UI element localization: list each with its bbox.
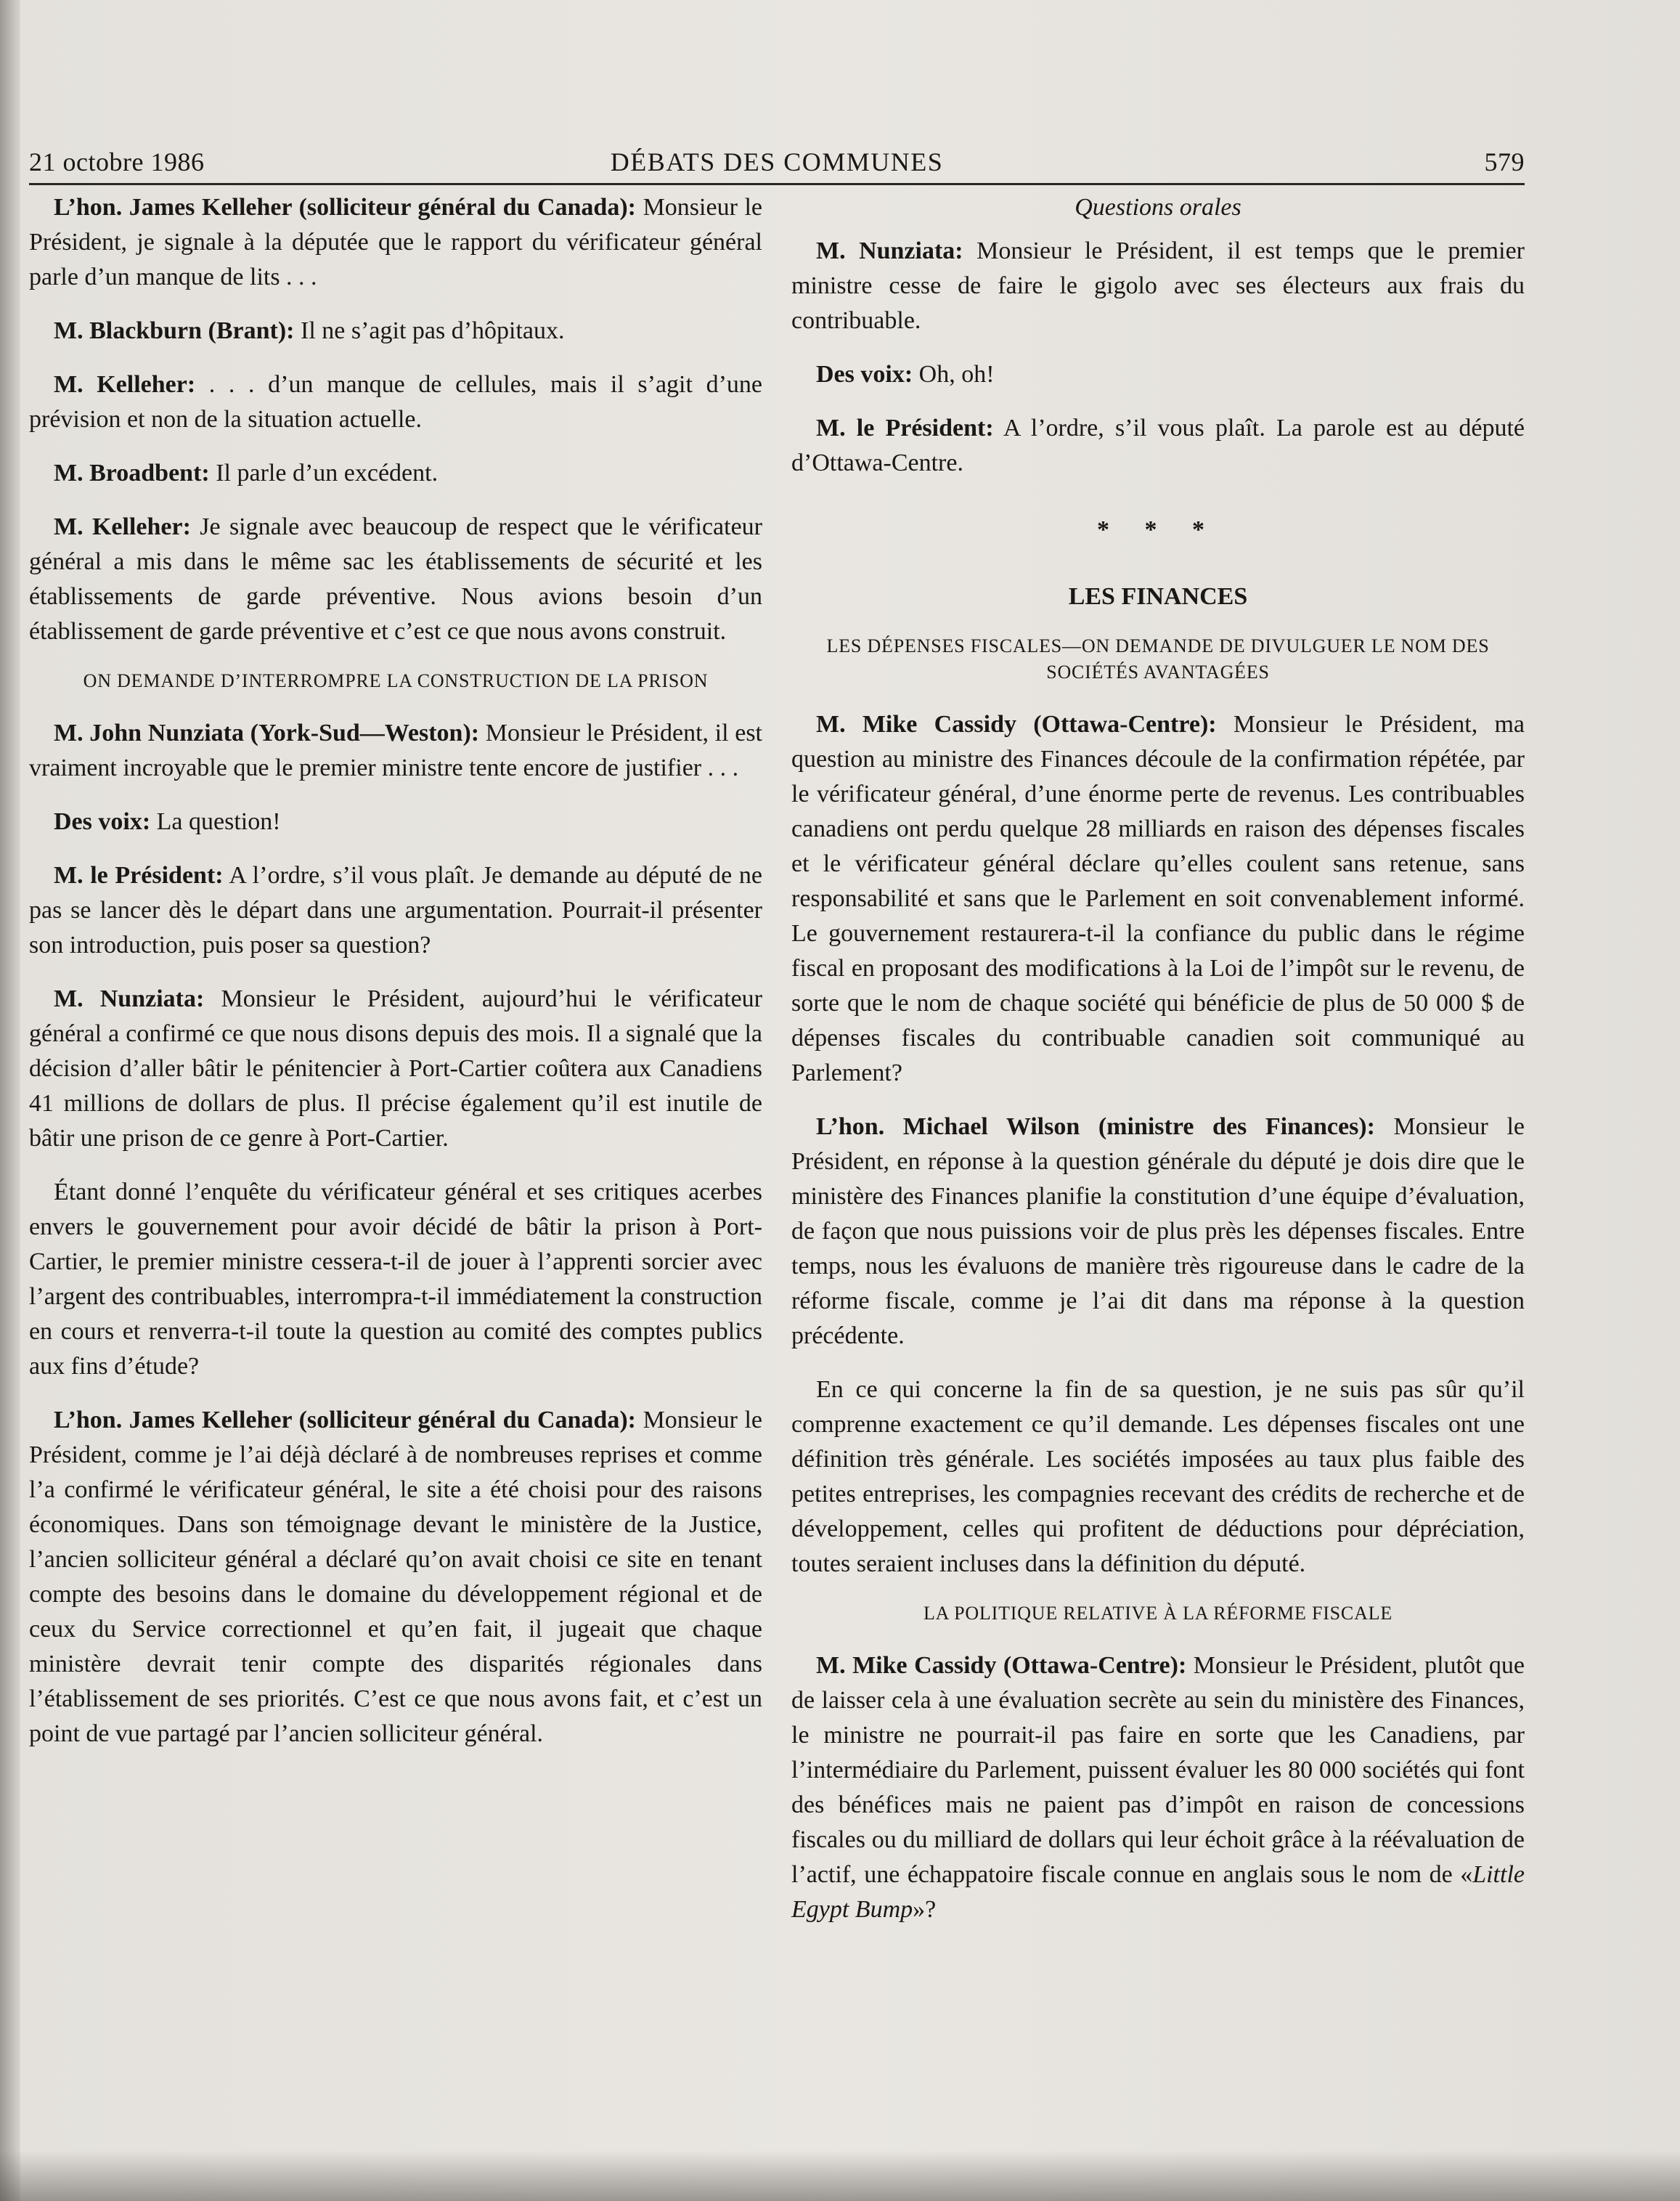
speaker: M. Mike Cassidy (Ottawa-Centre): (816, 711, 1217, 738)
header-date: 21 octobre 1986 (29, 147, 205, 176)
paragraph (29, 982, 762, 1156)
paragraph: Étant donné l’enquête du vérificateur général et ses critiques acerbes envers le gouvernement pour avoir décidé de bâtir la prison à Port-Cartier, le premier ministre cessera-t-il de jouer à l’apprenti sorcier avec l’argent des contribuables, interrompra-t-il immédiatement la construction en cours et renverra-t-il toute la question au comité des comptes publics aux fins d’étude? (29, 1179, 762, 1380)
header-page-number: 579 (1484, 147, 1525, 176)
speech: Il parle d’un excédent. (209, 460, 439, 487)
speaker: M. Nunziata: (54, 985, 205, 1012)
speaker: Des voix: (54, 808, 151, 835)
speaker: M. Mike Cassidy (Ottawa-Centre): (816, 1652, 1187, 1679)
section-title: LES FINANCES (1068, 583, 1248, 610)
page-edge-shadow (0, 0, 20, 2201)
paragraph (29, 805, 762, 839)
speech: A l’ordre, s’il vous plaît. La parole est au député d’Ottawa-Centre. (791, 415, 1525, 476)
paragraph (791, 1110, 1525, 1354)
speech: Je signale avec beaucoup de respect que le vérificateur général a mis dans le même sac les établissements de sécurité et les établissements de garde préventive. Nous avions besoin d’un établissement de garde préventive et c’est ce que nous avons construit. (29, 513, 762, 645)
speaker: M. Broadbent: (54, 460, 210, 487)
speech: Monsieur le Président, ma question au ministre des Finances découle de la confirmation répétée, par le vérificateur général, d’une énorme perte de revenus. Les contribuables canadiens ont perdu quelque 28 milliards en raison des dépenses fiscales et le vérificateur général déclare qu’elles coulent sans retenue, sans responsabilité et sans que le Parlement en soit convenablement informé. Le gouvernement restaurera-t-il la confiance du public dans le régime fiscal en proposant des modifications à la Loi de l’impôt sur le revenu, de sorte que le nom de chaque société qui bénéficie de plus de 50 000 $ de dépenses fiscales du contribuable canadien soit communiqué au Parlement? (791, 711, 1525, 1086)
paragraph (29, 858, 762, 963)
speaker: M. John Nunziata (York-Sud—Weston): (54, 720, 480, 746)
speaker: L’hon. Michael Wilson (ministre des Finances): (816, 1113, 1375, 1140)
speaker: M. le Président: (54, 862, 224, 889)
speech: Il ne s’agit pas d’hôpitaux. (294, 317, 565, 344)
paragraph (791, 1648, 1525, 1927)
speech-tail: »? (913, 1896, 937, 1923)
speech: Oh, oh! (913, 361, 995, 388)
paragraph (29, 190, 762, 295)
speech: Monsieur le Président, comme je l’ai déjà déclaré à de nombreuses reprises et comme l’a confirmé le vérificateur général, le site a été choisi pour des raisons économiques. Dans son témoignage devant le ministère de la Justice, l’ancien solliciteur général a déclaré qu’on avait choisi ce site en tenant compte des besoins dans le domaine du développement régional et de ceux du Service correctionnel et qu’en fait, il jugeait que chaque ministère devrait tenir compte des disparités régionales dans l’établissement de ses priorités. C’est ce que nous avons fait, et c’est un point de vue partagé par l’ancien solliciteur général. (29, 1407, 763, 1747)
page-bottom-shadow (0, 2150, 1680, 2201)
speech: . . . d’un manque de cellules, mais il s’agit d’une prévision et non de la situation actuelle. (29, 371, 762, 433)
subheading: LES DÉPENSES FISCALES—ON DEMANDE DE DIVULGUER LE NOM DES SOCIÉTÉS AVANTAGÉES (826, 635, 1490, 683)
page-header (29, 142, 1525, 185)
subheading: LA POLITIQUE RELATIVE À LA RÉFORME FISCALE (923, 1603, 1393, 1624)
speaker: M. Nunziata: (816, 237, 963, 264)
right-column (791, 190, 1525, 1946)
section-separator: * * * (1097, 516, 1219, 543)
header-title: DÉBATS DES COMMUNES (610, 147, 944, 176)
speaker: M. le Président: (816, 415, 994, 442)
speech: La question! (150, 808, 281, 835)
speaker: Des voix: (816, 361, 913, 388)
subheading: ON DEMANDE D’INTERROMPRE LA CONSTRUCTION DE LA PRISON (83, 670, 709, 691)
left-column (29, 190, 762, 1770)
paragraph (791, 411, 1525, 481)
paragraph (791, 234, 1525, 338)
speech: Monsieur le Président, il est temps que le premier ministre cesse de faire le gigolo avec ses électeurs aux frais du contribuable. (791, 237, 1525, 334)
speaker: L’hon. James Kelleher (solliciteur général du Canada): (54, 194, 636, 221)
speech: A l’ordre, s’il vous plaît. Je demande au député de ne pas se lancer dès le départ dans une argumentation. Pourrait-il présenter son introduction, puis poser sa question? (29, 862, 762, 959)
speaker: M. Kelleher: (54, 371, 196, 398)
speech: Monsieur le Président, il est vraiment incroyable que le premier ministre tente encore de justifier . . . (29, 720, 763, 781)
speech: Monsieur le Président, aujourd’hui le vérificateur général a confirmé ce que nous disons depuis des mois. Il a signalé que la décision d’aller bâtir le pénitencier à Port-Cartier coûtera aux Canadiens 41 millions de dollars de plus. Il précise également qu’il est inutile de bâtir une prison de ce genre à Port-Cartier. (29, 985, 762, 1152)
paragraph (29, 1403, 762, 1752)
paragraph (29, 456, 762, 491)
paragraph (29, 314, 762, 349)
speech: Monsieur le Président, en réponse à la question générale du député je dois dire que le ministère des Finances planifie la constitution d’une équipe d’évaluation, de façon que nous puissions voir de plus près les dépenses fiscales. Entre temps, nous les évaluons de manière très rigoureuse dans le cadre de la réforme fiscale, comme je l’ai dit dans ma réponse à la question précédente. (791, 1113, 1525, 1349)
paragraph (791, 357, 1525, 392)
paragraph (791, 707, 1525, 1091)
speech: Monsieur le Président, plutôt que de laisser cela à une évaluation secrète au sein du ministère des Finances, le ministre ne pourrait-il pas faire en sorte que les Canadiens, par l’intermédiaire du Parlement, puissent évaluer les 80 000 sociétés qui font des bénéfices mais ne paient pas d’impôt en raison de concessions fiscales ou du milliard de dollars qui leur échoit grâce à la réévaluation de l’actif, une échappatoire fiscale connue en anglais sous le nom de « (791, 1652, 1525, 1888)
speaker: L’hon. James Kelleher (solliciteur général du Canada): (54, 1407, 636, 1433)
paragraph (29, 510, 762, 649)
paragraph (29, 716, 762, 786)
speaker: M. Kelleher: (54, 513, 191, 540)
paragraph (29, 367, 762, 437)
speech: Monsieur le Président, je signale à la députée que le rapport du vérificateur général parle d’un manque de lits . . . (29, 194, 763, 290)
italic-term: Little Egypt Bump (791, 1861, 1525, 1923)
section-rubric: Questions orales (1075, 194, 1241, 221)
paragraph: En ce qui concerne la fin de sa question, je ne suis pas sûr qu’il comprenne exactement ce qu’il demande. Les dépenses fiscales ont une définition très générale. Les sociétés imposées au taux plus faible des petites entreprises, les compagnies recevant des crédits de recherche et de développement, celles qui profitent de déductions pour dépréciation, toutes seraient incluses dans la définition du député. (791, 1376, 1525, 1577)
speaker: M. Blackburn (Brant): (54, 317, 295, 344)
